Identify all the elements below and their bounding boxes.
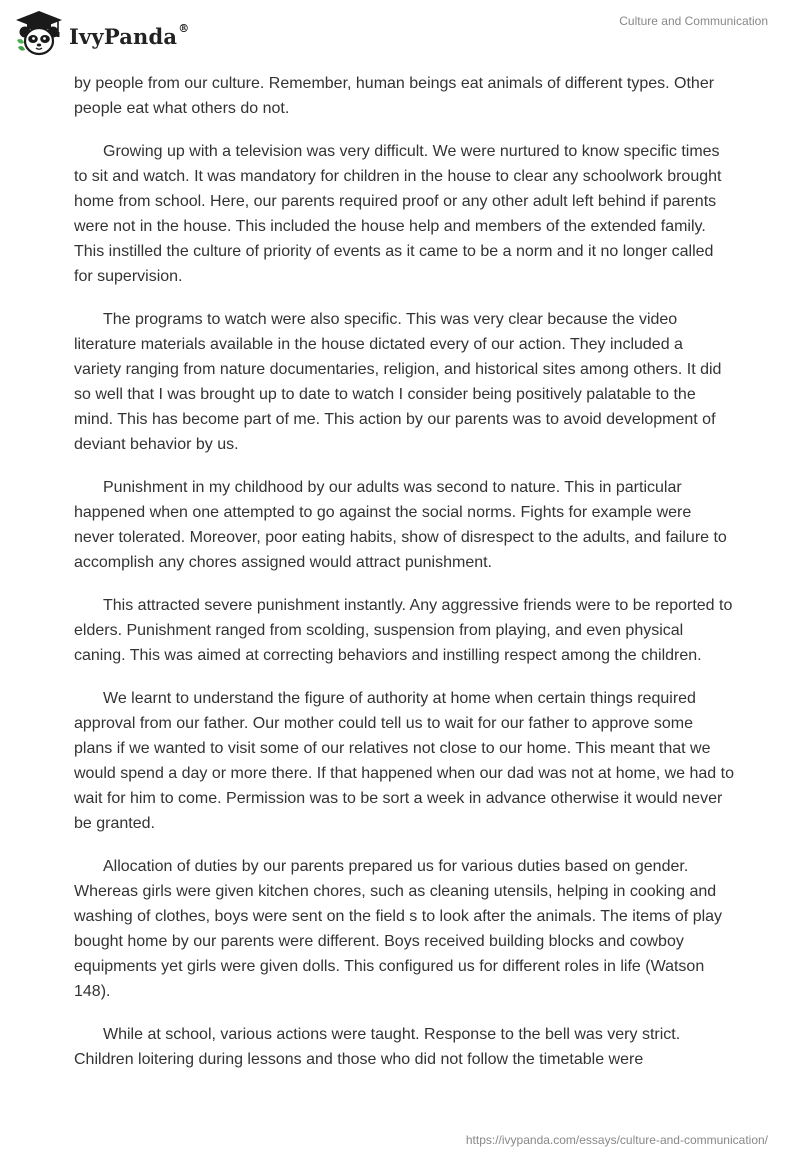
registered-mark: ® bbox=[178, 21, 190, 35]
paragraph: Growing up with a television was very difficult. We were nurtured to know specific times to sit and watch. It was mandatory for children in the house to clear any schoolwork brought home from school. Here, our parents required proof or any other adult left behind if parents were not in the house. This included the house help and members of the extended family. This instilled the culture of priority of events as it came to be a norm and it no longer called for supervision. bbox=[74, 143, 722, 285]
paragraph: The programs to watch were also specific. This was very clear because the video literature materials available in the house dictated every of our action. They included a variety ranging from nature documentaries, religion, and historical sites among others. It did so well that I was brought up to date to watch I consider being positively palatable to the mind. This has become part of me. This action by our parents was to avoid development of deviant behavior by us. bbox=[74, 311, 722, 453]
brand-name: IvyPanda® bbox=[69, 21, 190, 49]
paragraph: This attracted severe punishment instantly. Any aggressive friends were to be reported to elders. Punishment ranged from scolding, suspension from playing, and even physical caning. This was aimed at correcting behaviors and instilling respect among the children. bbox=[74, 597, 733, 664]
source-url[interactable]: https://ivypanda.com/essays/culture-and-communication/ bbox=[465, 1133, 768, 1147]
paragraph: by people from our culture. Remember, human beings eat animals of different types. Other people eat what others do not. bbox=[74, 75, 715, 117]
page-header bbox=[0, 0, 800, 70]
paragraph: We learnt to understand the figure of authority at home when certain things required approval from our father. Our mother could tell us to wait for our father to approve some plans if we wanted to visit some of our relatives not close to our home. This meant that we would spend a day or more there. If that happened when our dad was not at home, we had to wait for him to come. Permission was to be sort a week in advance otherwise it would never be granted. bbox=[74, 690, 734, 832]
paragraph: Punishment in my childhood by our adults was second to nature. This in particular happened when one attempted to go against the social norms. Fights for example were never tolerated. Moreover, poor eating habits, show of disrespect to the adults, and failure to accomplish any chores assigned would attract punishment. bbox=[74, 479, 727, 571]
panda-graduate-icon bbox=[14, 10, 64, 56]
paragraph: Allocation of duties by our parents prepared us for various duties based on gender. Whereas girls were given kitchen chores, such as cleaning utensils, helping in cooking and washing of clothes, boys were sent on the field s to look after the animals. The items of play bought home by our parents were different. Boys received building blocks and cowboy equipments yet girls were given dolls. This configured us for different roles in life (Watson 148). bbox=[74, 858, 723, 1000]
essay-body bbox=[74, 71, 734, 1090]
ivypanda-logo[interactable] bbox=[14, 10, 189, 56]
paragraph: While at school, various actions were taught. Response to the bell was very strict. Children loitering during lessons and those who did not follow the timetable were bbox=[74, 1026, 681, 1068]
document-title: Culture and Communication bbox=[619, 14, 768, 28]
